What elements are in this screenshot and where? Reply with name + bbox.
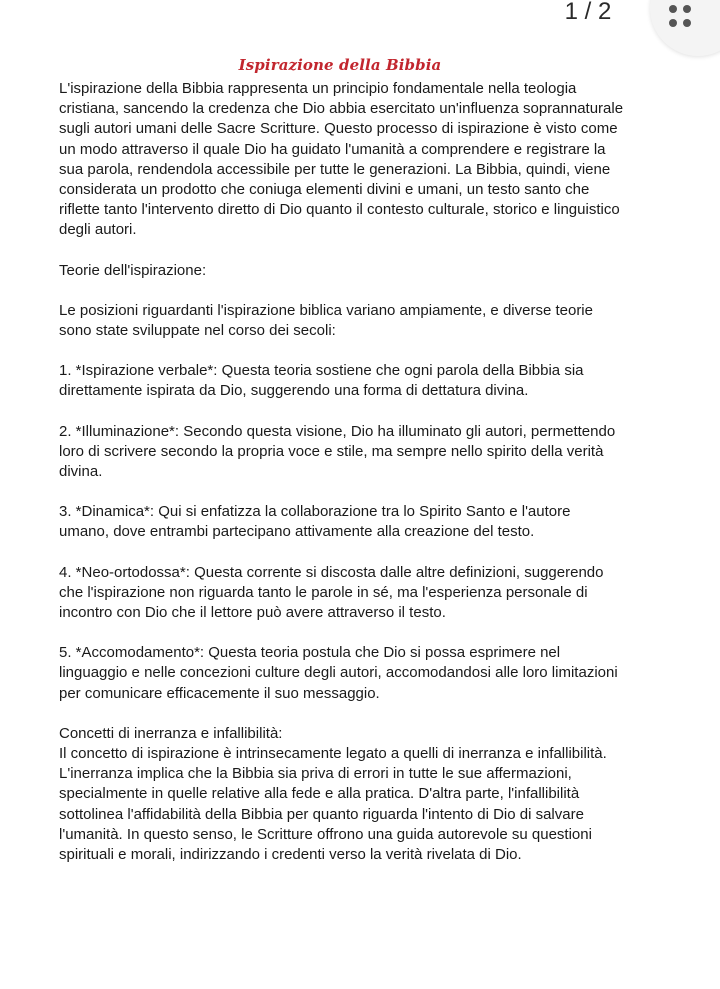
theory-item: 1. *Ispirazione verbale*: Questa teoria sostiene che ogni parola della Bibbia sia direttamente ispirata da Dio, suggerendo una forma di dettatura divina. <box>59 362 584 400</box>
theory-item: 2. *Illuminazione*: Secondo questa visione, Dio ha illuminato gli autori, permettendo loro di scrivere secondo la propria voce e stile, ma sempre nello spirito della verità divina. <box>59 422 616 481</box>
page-indicator: 1 / 2 <box>564 0 612 25</box>
document-title: Ispirazione della Bibbia <box>238 56 442 74</box>
inerrancy-paragraph: Il concetto di ispirazione è intrinsecamente legato a quelli di inerranza e infallibilità. L'inerranza implica che la Bibbia sia priva di errori in tutte le sue affermazioni, specialmente in quelle relative alla fede e alla pratica. D'altra parte, l'infallibilità sottolinea l'affidabilità della Bibbia per quanto riguarda l'intento di Dio di salvare l'umanità. In questo senso, le Scritture offrono una guida autorevole su questioni spirituali e morali, indirizzando i credenti verso la verità rivelata di Dio. <box>59 745 607 864</box>
theory-item: 5. *Accomodamento*: Questa teoria postula che Dio si possa esprimere nel linguaggio e nelle concezioni culture degli autori, accomodandosi alle loro limitazioni per comunicare efficacemente il suo messaggio. <box>59 644 618 702</box>
document-body <box>59 79 683 865</box>
theory-item: 3. *Dinamica*: Qui si enfatizza la collaborazione tra lo Spirito Santo e l'autore umano, dove entrambi partecipano attivamente alla creazione del testo. <box>59 503 571 541</box>
intro-paragraph: L'ispirazione della Bibbia rappresenta un principio fondamentale nella teologia cristiana, sancendo la credenza che Dio abbia esercitato un'influenza soprannaturale sugli autori umani delle Sacre Scritture. Questo processo di ispirazione è visto come un modo attraverso il quale Dio ha guidato l'umanità a comprendere e registrare la sua parola, rendendola accessibile per tutte le generazioni. La Bibbia, quindi, viene considerata un prodotto che coniuga elementi divini e umani, un testo santo che riflette tanto l'intervento diretto di Dio quanto il contesto culturale, storico e linguistico degli autori. <box>59 80 624 239</box>
more-dots-icon[interactable] <box>667 2 697 32</box>
inerrancy-heading: Concetti di inerranza e infallibilità: <box>59 724 283 742</box>
theories-intro: Le posizioni riguardanti l'ispirazione biblica variano ampiamente, e diverse teorie sono state sviluppate nel corso dei secoli: <box>59 301 593 340</box>
theory-item: 4. *Neo-ortodossa*: Questa corrente si discosta dalle altre definizioni, suggerendo che l'ispirazione non riguarda tanto le parole in sé, ma l'esperienza personale di incontro con Dio che il lettore può avere attraverso il testo. <box>59 563 604 622</box>
theories-heading: Teorie dell'ispirazione: <box>59 261 207 279</box>
